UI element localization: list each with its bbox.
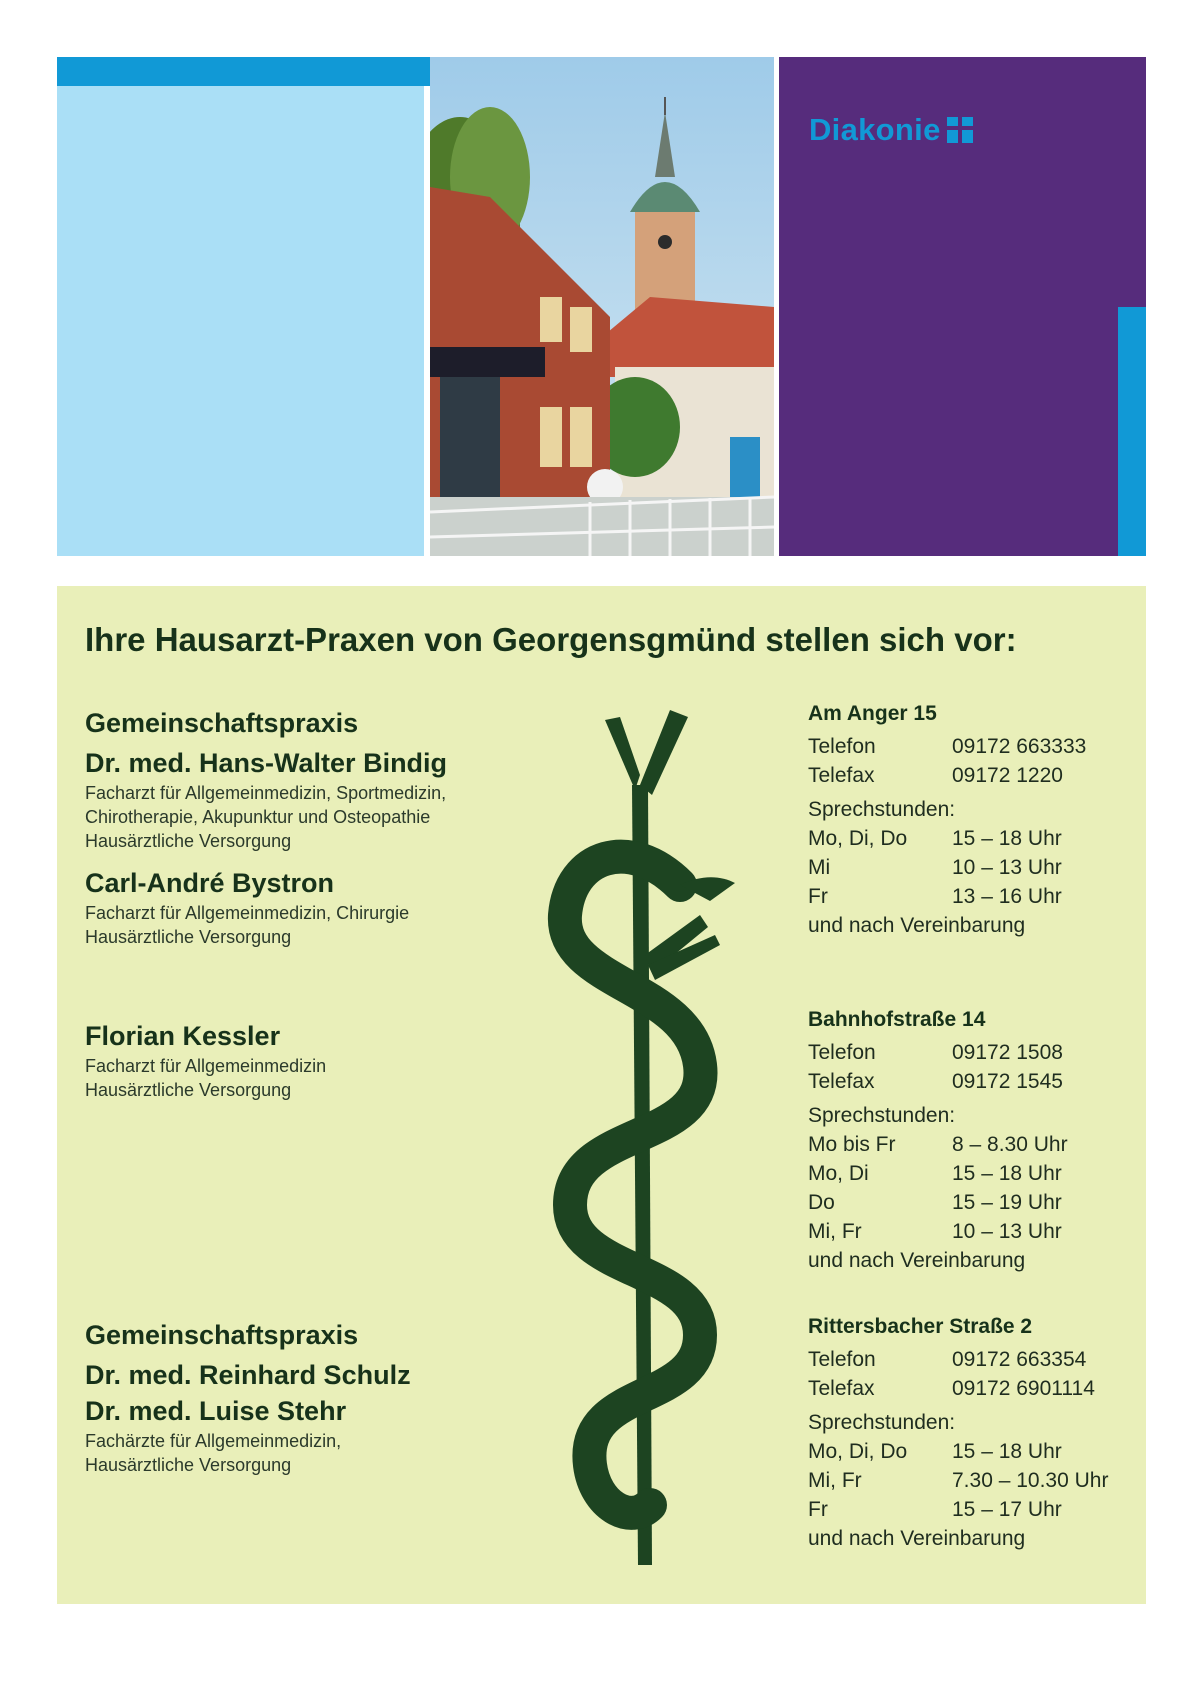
hours-time: 13 – 16 Uhr [952,885,1062,908]
telefon-number: 09172 1508 [952,1041,1063,1064]
light-blue-panel [57,86,424,556]
page-headline: Ihre Hausarzt-Praxen von Georgensgmünd stellen sich vor: [85,621,1017,658]
hours-days: Mi, Fr [808,1220,862,1243]
doctor-specialty: Hausärztliche Versorgung [85,1080,292,1100]
doctor-specialty: Facharzt für Allgemeinmedizin [85,1056,327,1076]
hours-time: 15 – 17 Uhr [952,1498,1062,1521]
hours-time: 15 – 18 Uhr [952,1440,1062,1463]
practice-schulz-stehr-info [85,1317,565,1477]
asclepius-staff-icon [540,705,750,1575]
telefon-number: 09172 663333 [952,735,1087,758]
diakonie-cross-icon [947,117,973,143]
hours-time: 10 – 13 Uhr [952,1220,1062,1243]
telefax-label: Telefax [808,764,875,787]
telefon-number: 09172 663354 [952,1348,1087,1371]
doctor-specialty: Facharzt für Allgemeinmedizin, Sportmedizin, [85,783,447,803]
practice-type: Gemeinschaftspraxis [85,708,359,738]
hours-days: Fr [808,885,828,908]
practice-bindig-info [85,705,565,949]
telefax-number: 09172 1220 [952,764,1063,787]
hours-time: 10 – 13 Uhr [952,856,1062,879]
town-church-illustration [430,57,774,556]
hours-label: Sprechstunden: [808,798,956,821]
practice-type: Gemeinschaftspraxis [85,1320,359,1350]
hours-days: Mo bis Fr [808,1133,896,1156]
hours-time: 15 – 19 Uhr [952,1191,1062,1214]
hours-days: Mi [808,856,831,879]
doctor-name: Dr. med. Luise Stehr [85,1396,347,1426]
hours-days: Mi, Fr [808,1469,862,1492]
telefon-label: Telefon [808,1348,876,1371]
hours-label: Sprechstunden: [808,1411,956,1434]
practice-schulz-stehr-contact [808,1315,1148,1553]
telefax-label: Telefax [808,1377,875,1400]
practice-kessler-info [85,1018,565,1102]
hours-time: 15 – 18 Uhr [952,1162,1062,1185]
doctor-specialty: Facharzt für Allgemeinmedizin, Chirurgie [85,903,410,923]
logo-text: Diakonie [809,112,941,147]
address: Bahnhofstraße 14 [808,1008,986,1031]
telefax-number: 09172 6901114 [952,1377,1095,1400]
practice-bindig-contact [808,702,1138,940]
appointment-note: und nach Vereinbarung [808,914,1026,937]
blue-accent-strip [1118,307,1146,556]
town-church-photo [430,57,774,556]
telefax-label: Telefax [808,1070,875,1093]
hours-days: Mo, Di, Do [808,1440,908,1463]
diakonie-logo [809,112,973,148]
practice-kessler-contact [808,1008,1138,1275]
hours-days: Do [808,1191,835,1214]
doctor-specialty: Chirotherapie, Akupunktur und Osteopathie [85,807,431,827]
hours-days: Mo, Di [808,1162,869,1185]
hours-time: 8 – 8.30 Uhr [952,1133,1068,1156]
doctor-specialty: Hausärztliche Versorgung [85,927,292,947]
doctor-name: Florian Kessler [85,1021,281,1051]
doctor-name: Carl-André Bystron [85,868,335,898]
address: Am Anger 15 [808,702,937,725]
hours-label: Sprechstunden: [808,1104,956,1127]
doctor-specialty: Fachärzte für Allgemeinmedizin, [85,1431,342,1451]
telefon-label: Telefon [808,735,876,758]
doctor-specialty: Hausärztliche Versorgung [85,1455,292,1475]
telefon-label: Telefon [808,1041,876,1064]
hours-time: 7.30 – 10.30 Uhr [952,1469,1109,1492]
appointment-note: und nach Vereinbarung [808,1249,1026,1272]
hours-days: Mo, Di, Do [808,827,908,850]
hours-days: Fr [808,1498,828,1521]
telefax-number: 09172 1545 [952,1070,1063,1093]
appointment-note: und nach Vereinbarung [808,1527,1026,1550]
doctor-name: Dr. med. Reinhard Schulz [85,1360,411,1390]
address: Rittersbacher Straße 2 [808,1315,1033,1338]
doctor-name: Dr. med. Hans-Walter Bindig [85,748,448,778]
doctor-specialty: Hausärztliche Versorgung [85,831,292,851]
hours-time: 15 – 18 Uhr [952,827,1062,850]
